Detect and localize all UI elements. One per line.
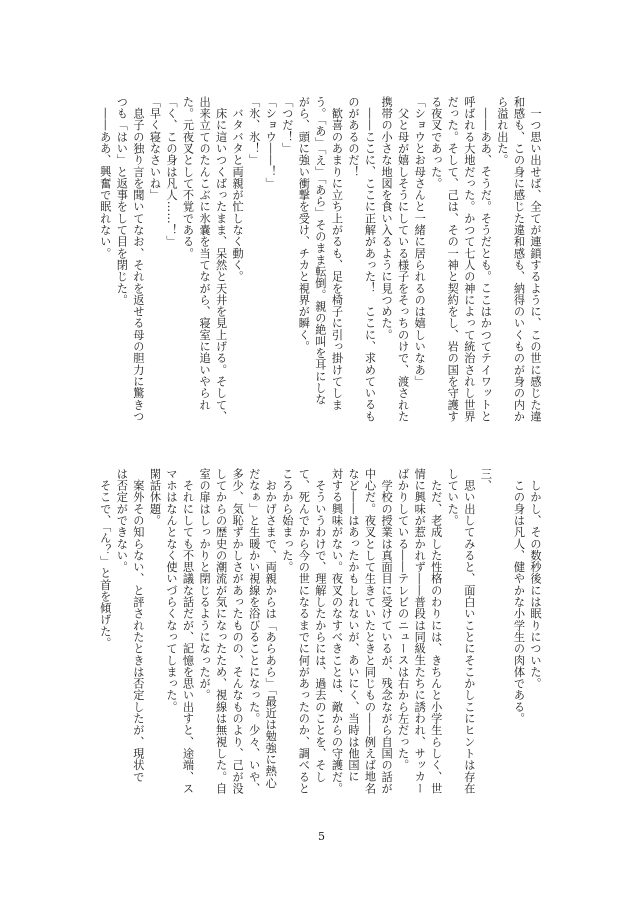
text-line: 閑話休題。 xyxy=(148,468,162,527)
text-line: のがあるのだ！ xyxy=(346,96,360,178)
text-line: それにしても不思議な話だが、記憶を思い出すと、途端、ス xyxy=(181,468,195,795)
text-line: 中心だ。夜叉として生きていたときと同じもの――例えば地名 xyxy=(363,468,377,795)
text-line: など――はあったかもしれないが、あいにく、当時は他国に xyxy=(346,468,360,783)
text-line: ただ、老成した性格のわりには、きちんと小学生らしく、世 xyxy=(429,468,443,795)
text-line: て、死んでから今の世になるまでに何があったのか、調べると xyxy=(297,468,311,795)
text-line: この身は凡人、健やかな小学生の肉体である。 xyxy=(512,468,526,725)
text-line: がら、頭に強い衝撃を受け、チカと視界が瞬く。 xyxy=(297,96,311,353)
text-line: 息子の独り言を聞いてなお、それを返せる母の胆力に驚きつ xyxy=(131,96,145,423)
text-line: 歓喜のあまりに立ち上がるも、足を椅子に引っ掛けてしま xyxy=(330,96,344,411)
text-line: 「ショウとお母さんと一緒に居られるのは嬉しいなあ」 xyxy=(413,96,427,388)
upper-text-block xyxy=(96,96,543,426)
text-line: 対する興味がない。夜叉のなすべきことは、敵からの守護だ。 xyxy=(330,468,344,795)
text-line: バタバタと両親が忙しなく動く。 xyxy=(231,96,245,283)
text-line: 和感も、この身に感じた違和感も、納得のいくものが身の内か xyxy=(512,96,526,423)
text-line: ――ああ、そうだ。そうだとも。ここはかつてテイワットと xyxy=(479,96,493,423)
text-line: だなぁ」と生暖かい視線を浴びることになった。少々、いや、 xyxy=(247,468,261,795)
text-line: 「早く寝なさいね」 xyxy=(148,96,162,201)
text-line: 室の扉はしっかりと閉じるようになったが。 xyxy=(198,468,212,701)
text-line: 床に這いつくばったまま、呆然と天井を見上げる。そして、 xyxy=(214,96,228,423)
text-line: 携帯の小さな地図を食い入るように見つめた。 xyxy=(380,96,394,341)
text-line: 情に興味が惹かれず――普段は同級生たちに誘われ、サッカー xyxy=(413,468,427,795)
text-line: つも「はい」と返事をして目を閉じた。 xyxy=(115,96,129,306)
text-line: 呼ばれる大地だった。かつて七人の神によって統治されし世界 xyxy=(462,96,476,423)
text-line: 思い出してみると、面白いことにそこかしこにヒントは存在 xyxy=(462,468,476,795)
text-line: そういうわけで、理解したからには、過去のことを、そし xyxy=(313,468,327,783)
text-line: 一つ思い出せば、全てが連鎖するように、この世に感じた違 xyxy=(529,96,542,423)
text-line: ――ああ、興奮で眠れない。 xyxy=(98,96,112,260)
text-line: う。「あ」「え」「あら」そのまま転倒。親の絶叫を耳にしな xyxy=(313,96,327,406)
text-line: 「つだ！」 xyxy=(280,96,294,155)
text-line: そこで、「ん？」と首を傾げた。 xyxy=(98,468,112,649)
text-line: 三、 xyxy=(479,468,493,492)
text-line: は否定ができない。 xyxy=(115,468,129,573)
text-line: る夜叉であった。 xyxy=(429,96,443,190)
text-line: 多少、気恥ずかしさがあったものの、そんなものより、己が没 xyxy=(231,468,245,795)
text-line: 父と母が嬉しそうにしている様子をそっちのけで、渡された xyxy=(396,96,410,423)
text-line: マホはなんとなく使いづらくなってしまった。 xyxy=(164,468,178,713)
text-line xyxy=(493,468,510,798)
text-line: してからの歴史の潮流が気になったため、視線は無視した。自 xyxy=(214,468,228,795)
text-line: 案外その知らない、と評されたときは否定したが、現状で xyxy=(131,468,145,783)
text-line: 学校の授業は真面目に受けているが、残念ながら自国の話が xyxy=(380,468,394,795)
text-line: た。元夜叉として不覚である。 xyxy=(181,96,195,260)
text-line: 「ショウ――！」 xyxy=(264,96,278,190)
text-line: ――ここに、ここに正解があった！ ここに、求めているも xyxy=(363,96,377,423)
text-line: ばかりしている――テレビのニュースは右から左だった。 xyxy=(396,468,410,771)
text-line: 「氷、氷！」 xyxy=(247,96,261,166)
text-line: していた。 xyxy=(446,468,460,527)
page-number: 5 xyxy=(318,830,325,843)
text-line: ら溢れ出た。 xyxy=(495,96,509,166)
text-line: しかし、その数秒後には眠りについた。 xyxy=(529,468,542,690)
text-line: おかげさまで、両親からは「あらあら」「最近は勉強に熱心 xyxy=(264,468,278,789)
text-line: だった。そして、己は、その一神と契約をし、岩の国を守護す xyxy=(446,96,460,423)
text-line: 「く、この身は凡人……！」 xyxy=(164,96,178,248)
text-line: 出来立てのたんこぶに氷嚢を当てながら、寝室に追いやられ xyxy=(198,96,212,411)
lower-text-block xyxy=(96,468,543,798)
text-line: ころから始まった。 xyxy=(280,468,294,573)
